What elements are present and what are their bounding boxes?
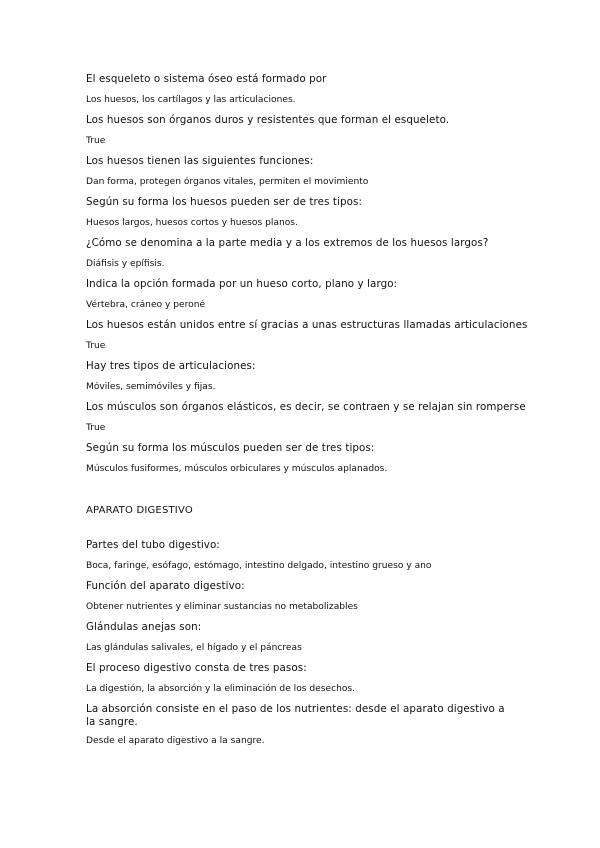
- answer-line: Diáfisis y epífisis.: [86, 258, 165, 269]
- skeleton-quiz-section: [86, 73, 528, 483]
- question-line: Según su forma los músculos pueden ser de tres tipos:: [86, 442, 375, 454]
- question-line: Según su forma los huesos pueden ser de tres tipos:: [86, 196, 363, 208]
- answer-line: Boca, faringe, esófago, estómago, intestino delgado, intestino grueso y ano: [86, 560, 432, 571]
- question-line: Partes del tubo digestivo:: [86, 539, 220, 551]
- section-heading: APARATO DIGESTIVO: [86, 505, 193, 516]
- answer-line: Las glándulas salivales, el hígado y el páncreas: [86, 642, 302, 653]
- answer-line: Desde el aparato digestivo a la sangre.: [86, 736, 265, 746]
- answer-line: La digestión, la absorción y la eliminación de los desechos.: [86, 683, 356, 694]
- answer-line: Vértebra, cráneo y peroné: [86, 299, 206, 310]
- question-line: Los huesos son órganos duros y resistentes que forman el esqueleto.: [86, 114, 450, 126]
- question-line: Glándulas anejas son:: [86, 621, 202, 633]
- answer-line: Dan forma, protegen órganos vitales, permiten el movimiento: [86, 176, 369, 187]
- question-line: Los huesos están unidos entre sí gracias a unas estructuras llamadas articulaciones: [86, 319, 528, 331]
- question-line: Los músculos son órganos elásticos, es decir, se contraen y se relajan sin romperse: [86, 401, 526, 413]
- question-line: Función del aparato digestivo:: [86, 580, 245, 592]
- answer-line: Huesos largos, huesos cortos y huesos planos.: [86, 217, 298, 228]
- answer-line: True: [86, 135, 106, 146]
- question-line: La absorción consiste en el paso de los nutrientes: desde el aparato digestivo a la sangre.: [86, 703, 505, 728]
- question-line: Indica la opción formada por un hueso corto, plano y largo:: [86, 278, 398, 290]
- question-line: Los huesos tienen las siguientes funciones:: [86, 155, 314, 167]
- question-line: Hay tres tipos de articulaciones:: [86, 360, 256, 372]
- question-line: El proceso digestivo consta de tres pasos:: [86, 662, 307, 674]
- digestive-lines: [86, 539, 506, 756]
- digestive-quiz-section: [86, 505, 506, 756]
- answer-line: Móviles, semimóviles y fijas.: [86, 381, 216, 392]
- answer-line: Los huesos, los cartílagos y las articulaciones.: [86, 94, 296, 105]
- question-line: ¿Cómo se denomina a la parte media y a los extremos de los huesos largos?: [86, 237, 489, 249]
- answer-line: True: [86, 340, 106, 351]
- answer-line: Músculos fusiformes, músculos orbiculares y músculos aplanados.: [86, 463, 388, 474]
- answer-line: True: [86, 422, 106, 433]
- question-line: El esqueleto o sistema óseo está formado por: [86, 73, 327, 85]
- answer-line: Obtener nutrientes y eliminar sustancias no metabolizables: [86, 601, 358, 612]
